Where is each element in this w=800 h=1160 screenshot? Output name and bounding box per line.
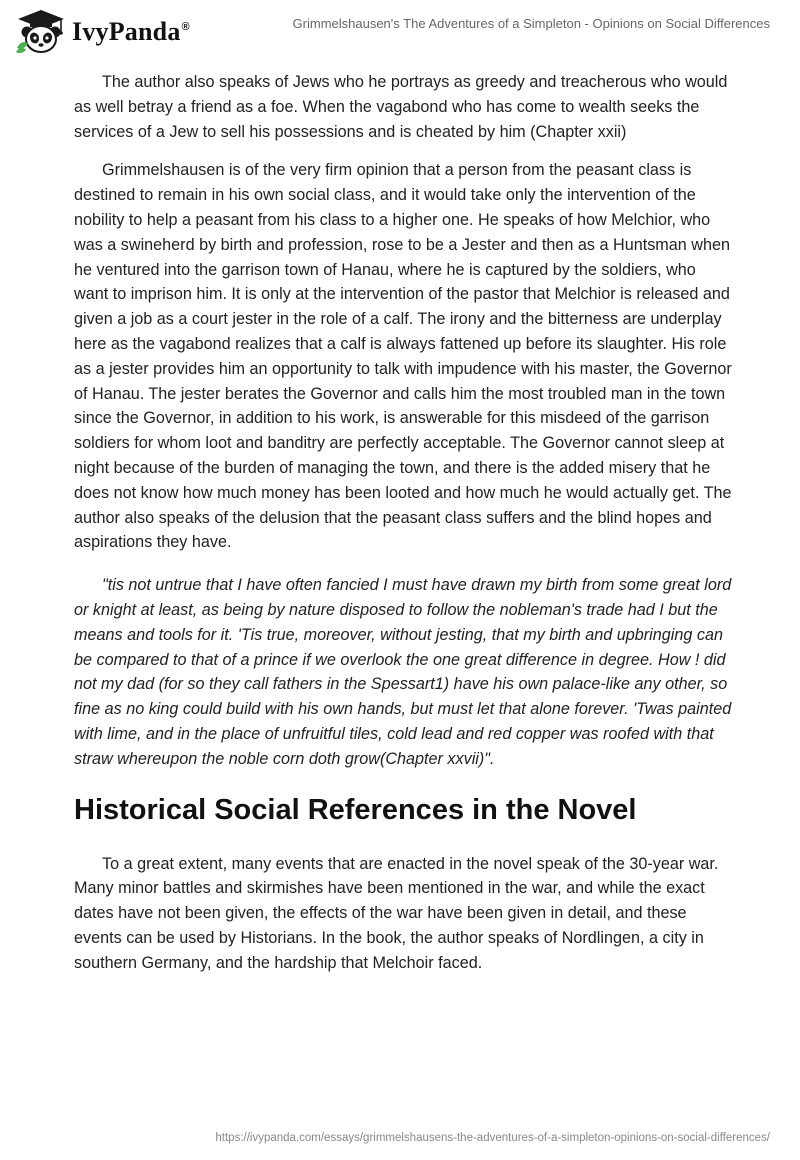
page-header — [0, 0, 800, 62]
section-heading: Historical Social References in the Novel — [74, 793, 637, 826]
ivypanda-logo[interactable] — [14, 8, 190, 54]
body-paragraph: Grimmelshausen is of the very firm opinion that a person from the peasant class is destined to remain in his own social class, and it would take only the intervention of the nobility to help a peasant from his class to a higher one. He speaks of how Melchior, who was a swineherd by birth and profession, rose to be a Jester and then as a Huntsman when he ventured into the garrison town of Hanau, where he is captured by the soldiers, who want to imprison him. It is only at the intervention of the pastor that Melchior is released and given a job as a court jester in the role of a calf. The irony and the bitterness are underplay here as the vagabond realizes that a calf is always fattened up before its slaughter. His role as a jester provides him an opportunity to talk with impudence with his master, the Governor of Hanau. The jester berates the Governor and calls him the most troubled man in the town since the Governor, in addition to his work, is answerable for this misdeed of the garrison soldiers for whom loot and banditry are perfectly acceptable. The Governor cannot sleep at night because of the burden of managing the town, and there is the added misery that he does not know how much money has been looted and how much he would actually get. The author also speaks of the delusion that the peasant class suffers and the blind hopes and aspirations they have. — [74, 161, 732, 552]
logo-text: IvyPanda® — [72, 17, 190, 46]
body-paragraph: To a great extent, many events that are enacted in the novel speak of the 30-year war. Many minor battles and skirmishes have been mentioned in the war, and while the exact dates have not been given, the effects of the war have been given in detail, and these events can be used by Historians. In the book, the author speaks of Nordlingen, a city in southern Germany, and the hardship that Melchoir faced. — [74, 854, 719, 972]
registered-mark: ® — [181, 21, 190, 34]
essay-content — [74, 70, 734, 990]
source-url[interactable]: https://ivypanda.com/essays/grimmelshausens-the-adventures-of-a-simpleton-opinions-on-social-differences/ — [215, 1132, 770, 1144]
body-paragraph: The author also speaks of Jews who he portrays as greedy and treacherous who would as well betray a friend as a foe. When the vagabond who has come to wealth seeks the services of a Jew to sell his possessions and is cheated by him (Chapter xxii) — [74, 73, 728, 141]
quote-paragraph: "tis not untrue that I have often fancied I must have drawn my birth from some great lord or knight at least, as being by nature disposed to follow the nobleman's trade had I but the means and tools for it. 'Tis true, moreover, without jesting, that my birth and upbringing can be compared to that of a prince if we overlook the one great difference in degree. How ! did not my dad (for so they call fathers in the Spessart1) have his own palace-like any other, so fine as no king could build with his own hands, but must let that alone forever. 'Twas painted with lime, and in the place of unfruitful tiles, cold lead and red copper was roofed with that straw whereupon the noble corn doth grow(Chapter xxvii)". — [74, 576, 732, 768]
document-title: Grimmelshausen's The Adventures of a Simpleton - Opinions on Social Differences — [292, 16, 770, 31]
panda-graduate-icon — [14, 8, 68, 54]
